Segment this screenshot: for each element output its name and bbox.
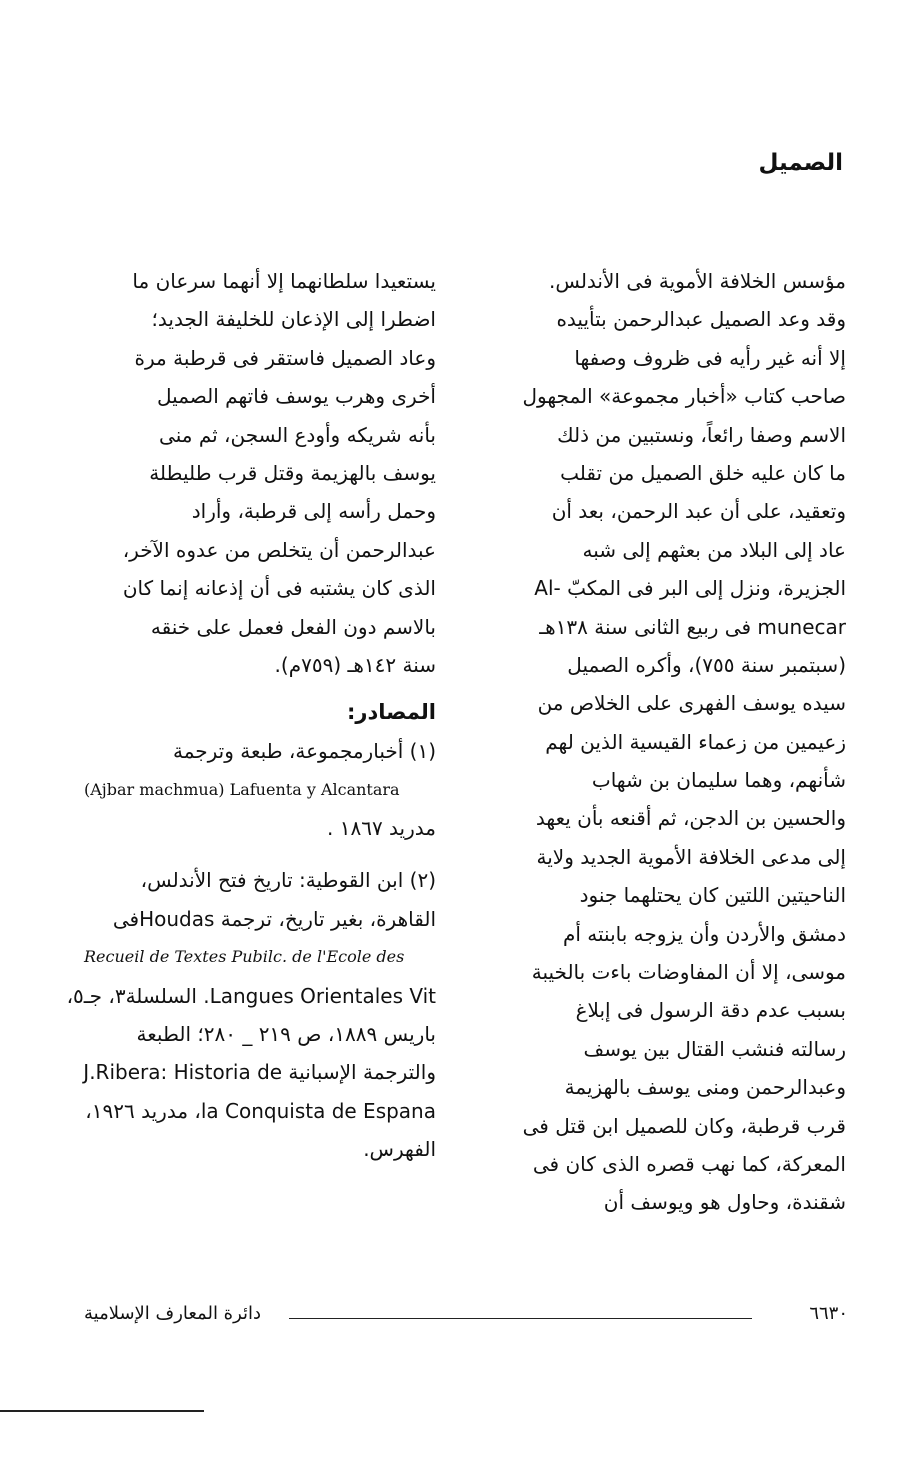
left-text-column bbox=[66, 262, 436, 1169]
text-line: شقندة، وحاول هو ويوسف أن bbox=[603, 1190, 846, 1215]
text-line: ما كان عليه خلق الصميل من تقلب bbox=[560, 460, 846, 485]
text-line: والحسين بن الدجن، ثم أقنعه بأن يعهد bbox=[535, 806, 846, 831]
text-line: وقد وعد الصميل عبدالرحمن بتأييده bbox=[556, 307, 846, 332]
source-line: القاهرة، بغير تاريخ، ترجمة Houdasفى bbox=[112, 906, 436, 931]
text-line: munecar فى ربيع الثانى سنة ١٣٨هـ bbox=[539, 614, 846, 639]
text-line: وعاد الصميل فاستقر فى قرطبة مرة bbox=[134, 345, 436, 370]
text-line: سيده يوسف الفهرى على الخلاص من bbox=[537, 691, 846, 716]
source-line: Recueil de Textes Pubilc. de l'Ecole des bbox=[84, 947, 405, 967]
source-entry-1 bbox=[84, 732, 436, 847]
text-line: وتعقيد، على أن عبد الرحمن، بعد أن bbox=[551, 499, 846, 524]
text-line: اضطرا إلى الإذعان للخليفة الجديد؛ bbox=[151, 307, 436, 332]
page-number: ٦٦٣٠ bbox=[809, 1303, 848, 1324]
text-line: بأنه شريكه وأودع السجن، ثم منى bbox=[159, 422, 436, 447]
publication-title: دائرة المعارف الإسلامية bbox=[84, 1303, 262, 1324]
source-line: الفهرس. bbox=[363, 1137, 436, 1162]
text-line: مؤسس الخلافة الأموية فى الأندلس. bbox=[548, 269, 846, 293]
text-line: قرب قرطبة، وكان للصميل ابن قتل فى bbox=[522, 1113, 846, 1138]
source-line: والترجمة الإسبانية J.Ribera: Historia de bbox=[83, 1060, 436, 1085]
text-line: إلا أنه غير رأيه فى ظروف وصفها bbox=[574, 345, 846, 370]
text-line: يستعيدا سلطانهما إلا أنهما سرعان ما bbox=[132, 269, 436, 293]
source-line: la Conquista de Espana، مدريد ١٩٢٦، bbox=[85, 1098, 436, 1123]
source-line: (Ajbar machmua) Lafuenta y Alcantara bbox=[84, 779, 400, 799]
text-line: يوسف بالهزيمة وقتل قرب طليطلة bbox=[149, 460, 436, 485]
text-line: (سبتمبر سنة ٧٥٥)، وأكره الصميل bbox=[567, 652, 846, 677]
text-line: إلى مدعى الخلافة الأموية الجديد ولاية bbox=[536, 844, 846, 869]
text-line: بسبب عدم دقة الرسول فى إبلاغ bbox=[575, 998, 846, 1023]
text-line: وعبدالرحمن ومنى يوسف بالهزيمة bbox=[564, 1075, 846, 1100]
text-line: موسى، إلا أن المفاوضات باءت بالخيبة bbox=[531, 960, 846, 985]
source-line: Langues Orientales Vit. السلسلة٣، جـ٥، bbox=[66, 983, 436, 1008]
right-text-column bbox=[494, 262, 846, 1222]
text-line: وحمل رأسه إلى قرطبة، وأراد bbox=[191, 499, 436, 524]
source-line: (١) أخبارمجموعة، طبعة وترجمة bbox=[172, 739, 436, 764]
text-line: شأنهم، وهما سليمان بن شهاب bbox=[591, 768, 846, 793]
text-line: دمشق والأردن وأن يزوجه بابنته أم bbox=[562, 921, 846, 946]
text-line: الذى كان يشتبه فى أن إذعانه إنما كان bbox=[122, 576, 436, 601]
text-line: رسالته فنشب القتال بين يوسف bbox=[583, 1036, 846, 1061]
text-line: المعركة، كما نهب قصره الذى كان فى bbox=[532, 1151, 846, 1176]
text-line: الجزيرة، ونزل إلى البر فى المكبّ -Al bbox=[534, 576, 846, 601]
footer-divider bbox=[289, 1318, 752, 1319]
text-line: عاد إلى البلاد من بعثهم إلى شبه bbox=[582, 537, 846, 562]
text-line: أخرى وهرب يوسف فاتهم الصميل bbox=[157, 384, 436, 409]
source-line: (٢) ابن القوطية: تاريخ فتح الأندلس، bbox=[140, 868, 436, 893]
source-line: مدريد ١٨٦٧ . bbox=[327, 816, 436, 841]
bottom-divider bbox=[0, 1410, 204, 1412]
text-line: سنة ١٤٢هـ (٧٥٩م). bbox=[274, 652, 436, 677]
text-line: عبدالرحمن أن يتخلص من عدوه الآخر، bbox=[122, 537, 436, 562]
page-footer bbox=[84, 1303, 848, 1333]
text-line: الناحيتين اللتين كان يحتلهما جنود bbox=[579, 883, 846, 908]
text-line: بالاسم دون الفعل فعمل على خنقه bbox=[150, 614, 436, 639]
sources-heading: المصادر: bbox=[346, 700, 436, 725]
page-header-title: الصميل bbox=[758, 150, 843, 176]
source-entry-2 bbox=[66, 861, 436, 1168]
source-line: باريس ١٨٨٩، ص ٢١٩ _ ٢٨٠؛ الطبعة bbox=[136, 1022, 436, 1047]
text-line: زعيمين من زعماء القيسية الذين لهم bbox=[545, 729, 846, 754]
text-line: صاحب كتاب «أخبار مجموعة» المجهول bbox=[522, 384, 846, 409]
text-line: الاسم وصفا رائعاً، ونستبين من ذلك bbox=[557, 422, 846, 447]
